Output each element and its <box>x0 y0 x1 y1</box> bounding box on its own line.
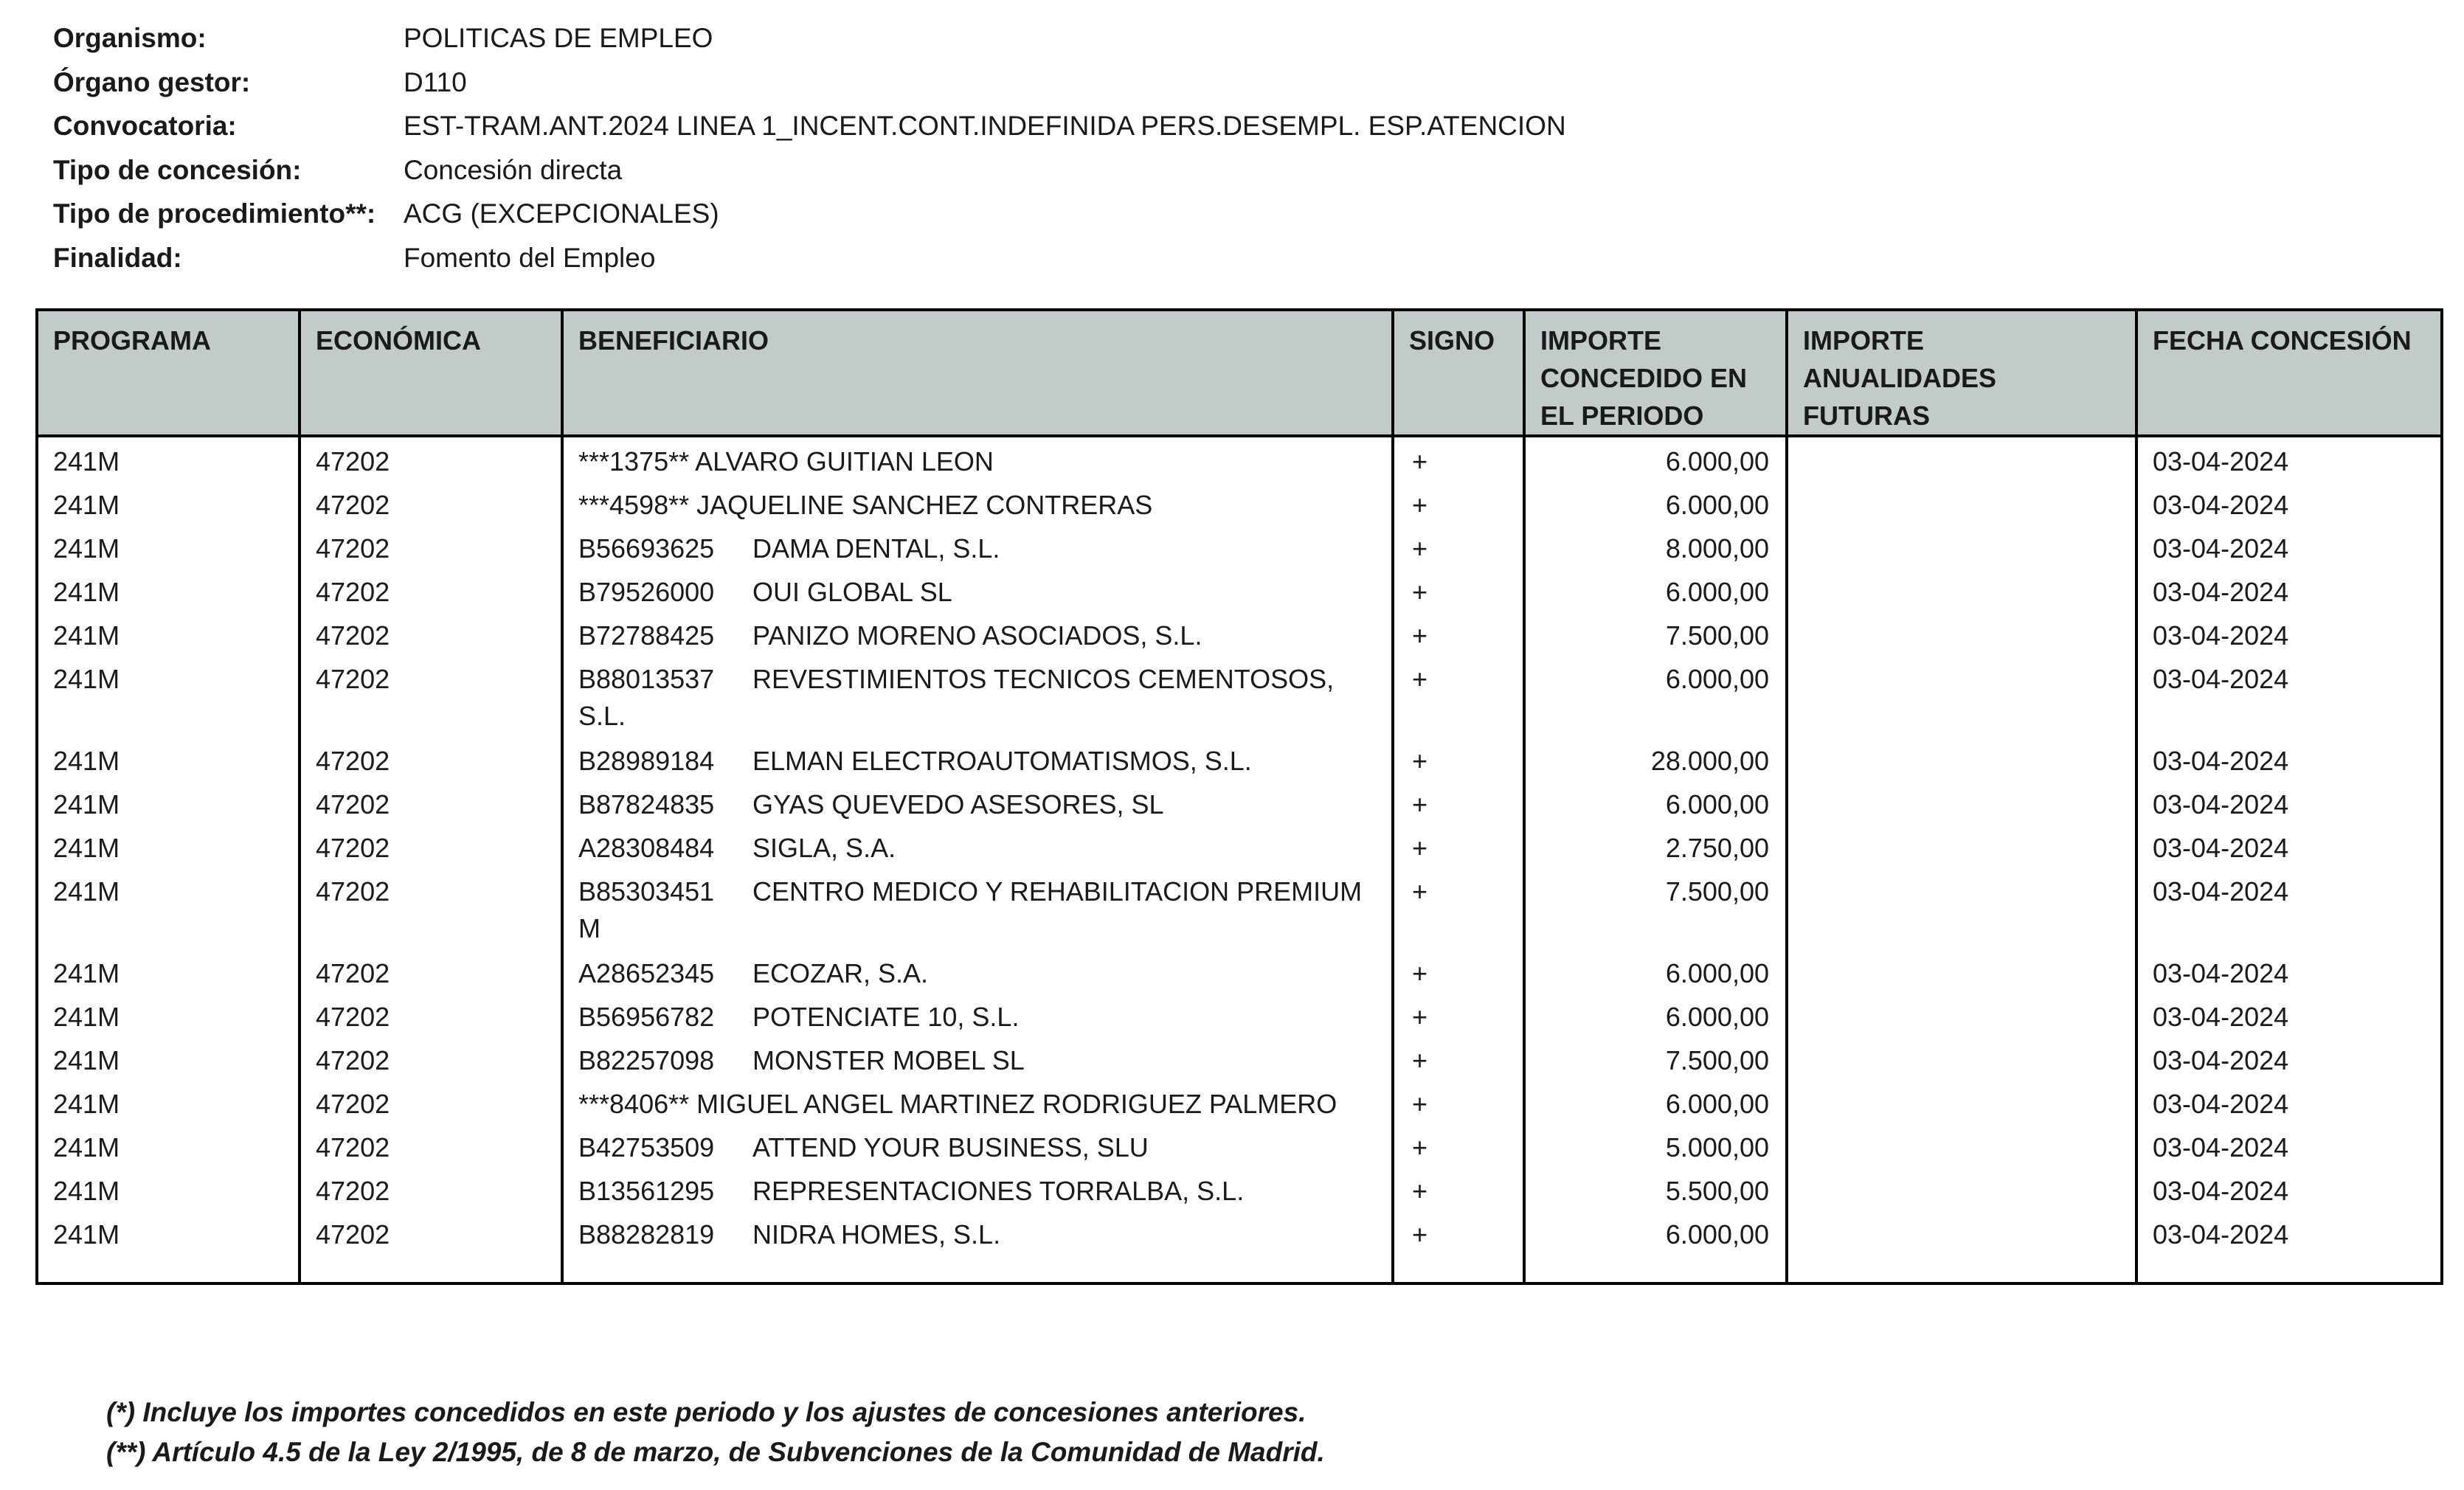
beneficiary-nif: B13561295 <box>578 1176 715 1206</box>
cell-programa: 241M <box>37 993 300 1036</box>
table-row <box>37 737 2442 780</box>
cell-economica: 47202 <box>300 611 562 655</box>
filler-cell <box>300 1254 562 1283</box>
cell-beneficiario <box>562 867 1393 949</box>
cell-programa: 241M <box>37 1123 300 1167</box>
cell-importe: 6.000,00 <box>1524 436 1787 481</box>
table-row <box>37 867 2442 949</box>
cell-importe: 5.000,00 <box>1524 1123 1787 1167</box>
cell-anualidades <box>1787 737 2136 780</box>
field-organismo <box>53 16 1566 60</box>
table-row <box>37 611 2442 655</box>
cell-fecha: 03-04-2024 <box>2136 780 2442 824</box>
table-row <box>37 436 2442 481</box>
beneficiary-name: ATTEND YOUR BUSINESS, SLU <box>752 1132 1149 1162</box>
cell-anualidades <box>1787 568 2136 611</box>
cell-fecha: 03-04-2024 <box>2136 993 2442 1036</box>
beneficiary-name: MONSTER MOBEL SL <box>752 1045 1025 1075</box>
cell-fecha: 03-04-2024 <box>2136 1036 2442 1080</box>
beneficiary-nif: B82257098 <box>578 1045 715 1075</box>
column-header-signo: SIGNO <box>1393 310 1524 436</box>
table-header-row <box>37 310 2442 436</box>
cell-anualidades <box>1787 436 2136 481</box>
filler-cell <box>1393 1254 1524 1283</box>
cell-importe: 6.000,00 <box>1524 780 1787 824</box>
table-row <box>37 993 2442 1036</box>
beneficiary-name: ***1375** ALVARO GUITIAN LEON <box>578 446 994 477</box>
cell-beneficiario <box>562 949 1393 993</box>
cell-signo: + <box>1393 1080 1524 1123</box>
beneficiary-nif: B88013537 <box>578 664 715 694</box>
beneficiary-name: REVESTIMIENTOS TECNICOS CEMENTOSOS, S.L. <box>578 664 1335 731</box>
cell-signo: + <box>1393 824 1524 867</box>
cell-economica: 47202 <box>300 524 562 568</box>
cell-importe: 7.500,00 <box>1524 867 1787 949</box>
column-header-anualidades: IMPORTE ANUALIDADES FUTURAS <box>1787 310 2136 436</box>
cell-signo: + <box>1393 655 1524 737</box>
cell-beneficiario <box>562 1210 1393 1254</box>
field-label: Convocatoria: <box>53 111 237 141</box>
field-label: Tipo de procedimiento**: <box>53 198 376 229</box>
cell-economica: 47202 <box>300 1080 562 1123</box>
cell-programa: 241M <box>37 611 300 655</box>
filler-cell <box>562 1254 1393 1283</box>
column-header-importe: IMPORTE CONCEDIDO EN EL PERIODO <box>1524 310 1787 436</box>
cell-fecha: 03-04-2024 <box>2136 611 2442 655</box>
cell-economica: 47202 <box>300 655 562 737</box>
cell-programa: 241M <box>37 1080 300 1123</box>
cell-programa: 241M <box>37 436 300 481</box>
cell-signo: + <box>1393 993 1524 1036</box>
table-row <box>37 780 2442 824</box>
cell-fecha: 03-04-2024 <box>2136 1210 2442 1254</box>
cell-beneficiario <box>562 1123 1393 1167</box>
beneficiary-nif: B88282819 <box>578 1219 715 1250</box>
beneficiary-nif: B79526000 <box>578 577 715 607</box>
cell-signo: + <box>1393 1036 1524 1080</box>
header-fields <box>53 16 1566 280</box>
cell-importe: 6.000,00 <box>1524 568 1787 611</box>
field-value: Concesión directa <box>404 154 623 185</box>
cell-signo: + <box>1393 481 1524 524</box>
cell-importe: 28.000,00 <box>1524 737 1787 780</box>
cell-programa: 241M <box>37 737 300 780</box>
field-value: POLITICAS DE EMPLEO <box>404 23 713 53</box>
cell-economica: 47202 <box>300 436 562 481</box>
cell-fecha: 03-04-2024 <box>2136 949 2442 993</box>
cell-beneficiario <box>562 1036 1393 1080</box>
cell-anualidades <box>1787 1080 2136 1123</box>
cell-signo: + <box>1393 1123 1524 1167</box>
beneficiary-nif: B72788425 <box>578 620 715 651</box>
cell-economica: 47202 <box>300 1167 562 1210</box>
cell-economica: 47202 <box>300 1123 562 1167</box>
cell-fecha: 03-04-2024 <box>2136 524 2442 568</box>
cell-programa: 241M <box>37 1167 300 1210</box>
field-label: Organismo: <box>53 23 207 53</box>
column-header-economica: ECONÓMICA <box>300 310 562 436</box>
cell-signo: + <box>1393 611 1524 655</box>
cell-anualidades <box>1787 780 2136 824</box>
cell-fecha: 03-04-2024 <box>2136 655 2442 737</box>
cell-programa: 241M <box>37 524 300 568</box>
cell-programa: 241M <box>37 568 300 611</box>
cell-fecha: 03-04-2024 <box>2136 436 2442 481</box>
table-row <box>37 949 2442 993</box>
cell-economica: 47202 <box>300 993 562 1036</box>
cell-importe: 6.000,00 <box>1524 655 1787 737</box>
table-row <box>37 1210 2442 1254</box>
cell-beneficiario <box>562 436 1393 481</box>
cell-importe: 2.750,00 <box>1524 824 1787 867</box>
beneficiary-name: NIDRA HOMES, S.L. <box>752 1219 1001 1250</box>
cell-signo: + <box>1393 1167 1524 1210</box>
beneficiary-name: DAMA DENTAL, S.L. <box>752 533 1000 564</box>
cell-signo: + <box>1393 436 1524 481</box>
cell-anualidades <box>1787 949 2136 993</box>
cell-beneficiario <box>562 1080 1393 1123</box>
filler-cell <box>2136 1254 2442 1283</box>
cell-anualidades <box>1787 481 2136 524</box>
beneficiary-nif: B85303451 <box>578 876 715 907</box>
filler-cell <box>37 1254 300 1283</box>
field-tipo-procedimiento <box>53 192 1566 236</box>
table-row <box>37 568 2442 611</box>
table-row <box>37 1123 2442 1167</box>
beneficiary-nif: B56956782 <box>578 1002 715 1032</box>
cell-fecha: 03-04-2024 <box>2136 867 2442 949</box>
beneficiary-name: REPRESENTACIONES TORRALBA, S.L. <box>752 1176 1245 1206</box>
field-convocatoria <box>53 104 1566 148</box>
cell-economica: 47202 <box>300 481 562 524</box>
table-row <box>37 1036 2442 1080</box>
beneficiary-nif: A28652345 <box>578 958 715 988</box>
cell-economica: 47202 <box>300 1210 562 1254</box>
table-row <box>37 524 2442 568</box>
cell-signo: + <box>1393 568 1524 611</box>
beneficiary-name: SIGLA, S.A. <box>752 833 896 863</box>
table-row <box>37 824 2442 867</box>
cell-programa: 241M <box>37 824 300 867</box>
cell-signo: + <box>1393 1210 1524 1254</box>
column-header-beneficiario: BENEFICIARIO <box>562 310 1393 436</box>
cell-economica: 47202 <box>300 949 562 993</box>
table-filler-row <box>37 1254 2442 1283</box>
cell-beneficiario <box>562 993 1393 1036</box>
cell-anualidades <box>1787 824 2136 867</box>
cell-economica: 47202 <box>300 1036 562 1080</box>
cell-economica: 47202 <box>300 737 562 780</box>
cell-importe: 6.000,00 <box>1524 949 1787 993</box>
field-organo-gestor <box>53 60 1566 105</box>
cell-signo: + <box>1393 949 1524 993</box>
cell-beneficiario <box>562 611 1393 655</box>
cell-anualidades <box>1787 867 2136 949</box>
cell-signo: + <box>1393 737 1524 780</box>
beneficiary-name: ELMAN ELECTROAUTOMATISMOS, S.L. <box>752 746 1252 776</box>
column-header-fecha: FECHA CONCESIÓN <box>2136 310 2442 436</box>
cell-anualidades <box>1787 1123 2136 1167</box>
cell-beneficiario <box>562 780 1393 824</box>
cell-programa: 241M <box>37 780 300 824</box>
cell-beneficiario <box>562 655 1393 737</box>
cell-importe: 6.000,00 <box>1524 1210 1787 1254</box>
beneficiary-nif: B56693625 <box>578 533 715 564</box>
beneficiary-nif: A28308484 <box>578 833 715 863</box>
cell-fecha: 03-04-2024 <box>2136 737 2442 780</box>
beneficiary-nif: B87824835 <box>578 789 715 820</box>
cell-fecha: 03-04-2024 <box>2136 1123 2442 1167</box>
table-row <box>37 481 2442 524</box>
footnotes <box>106 1393 1325 1472</box>
table-row <box>37 1080 2442 1123</box>
cell-importe: 6.000,00 <box>1524 481 1787 524</box>
cell-anualidades <box>1787 1210 2136 1254</box>
footnote-importes: (*) Incluye los importes concedidos en este periodo y los ajustes de concesiones anteriores. <box>106 1397 1307 1427</box>
field-label: Tipo de concesión: <box>53 154 302 185</box>
beneficiary-name: ***4598** JAQUELINE SANCHEZ CONTRERAS <box>578 490 1153 520</box>
cell-programa: 241M <box>37 1210 300 1254</box>
field-value: ACG (EXCEPCIONALES) <box>404 198 719 229</box>
field-value: D110 <box>404 66 467 97</box>
cell-importe: 6.000,00 <box>1524 1080 1787 1123</box>
cell-programa: 241M <box>37 481 300 524</box>
filler-cell <box>1787 1254 2136 1283</box>
field-value: EST-TRAM.ANT.2024 LINEA 1_INCENT.CONT.INDEFINIDA PERS.DESEMPL. ESP.ATENCION <box>404 111 1566 141</box>
cell-beneficiario <box>562 1167 1393 1210</box>
cell-beneficiario <box>562 481 1393 524</box>
cell-importe: 7.500,00 <box>1524 611 1787 655</box>
grants-table <box>35 308 2443 1285</box>
cell-anualidades <box>1787 611 2136 655</box>
cell-anualidades <box>1787 1167 2136 1210</box>
beneficiary-name: CENTRO MEDICO Y REHABILITACION PREMIUM M <box>578 876 1363 943</box>
cell-beneficiario <box>562 524 1393 568</box>
beneficiary-name: ***8406** MIGUEL ANGEL MARTINEZ RODRIGUEZ PALMERO <box>578 1089 1337 1119</box>
field-label: Finalidad: <box>53 242 182 273</box>
beneficiary-name: POTENCIATE 10, S.L. <box>752 1002 1020 1032</box>
footnote-ley: (**) Artículo 4.5 de la Ley 2/1995, de 8 de marzo, de Subvenciones de la Comunidad de Madrid. <box>106 1437 1325 1467</box>
cell-economica: 47202 <box>300 867 562 949</box>
cell-programa: 241M <box>37 1036 300 1080</box>
cell-economica: 47202 <box>300 780 562 824</box>
cell-anualidades <box>1787 1036 2136 1080</box>
cell-fecha: 03-04-2024 <box>2136 481 2442 524</box>
cell-signo: + <box>1393 867 1524 949</box>
cell-fecha: 03-04-2024 <box>2136 1167 2442 1210</box>
cell-programa: 241M <box>37 949 300 993</box>
cell-importe: 5.500,00 <box>1524 1167 1787 1210</box>
cell-fecha: 03-04-2024 <box>2136 1080 2442 1123</box>
cell-importe: 7.500,00 <box>1524 1036 1787 1080</box>
cell-fecha: 03-04-2024 <box>2136 824 2442 867</box>
cell-beneficiario <box>562 568 1393 611</box>
cell-anualidades <box>1787 655 2136 737</box>
cell-anualidades <box>1787 524 2136 568</box>
cell-importe: 8.000,00 <box>1524 524 1787 568</box>
filler-cell <box>1524 1254 1787 1283</box>
table-row <box>37 655 2442 737</box>
beneficiary-nif: B42753509 <box>578 1132 715 1162</box>
field-tipo-concesion <box>53 148 1566 193</box>
cell-economica: 47202 <box>300 568 562 611</box>
table-body <box>37 436 2442 1283</box>
beneficiary-nif: B28989184 <box>578 746 715 776</box>
beneficiary-name: PANIZO MORENO ASOCIADOS, S.L. <box>752 620 1202 651</box>
column-header-programa: PROGRAMA <box>37 310 300 436</box>
cell-programa: 241M <box>37 867 300 949</box>
cell-beneficiario <box>562 824 1393 867</box>
field-value: Fomento del Empleo <box>404 242 656 273</box>
cell-signo: + <box>1393 524 1524 568</box>
cell-beneficiario <box>562 737 1393 780</box>
cell-programa: 241M <box>37 655 300 737</box>
field-label: Órgano gestor: <box>53 66 251 97</box>
table-row <box>37 1167 2442 1210</box>
field-finalidad <box>53 236 1566 280</box>
cell-signo: + <box>1393 780 1524 824</box>
cell-anualidades <box>1787 993 2136 1036</box>
cell-fecha: 03-04-2024 <box>2136 568 2442 611</box>
cell-importe: 6.000,00 <box>1524 993 1787 1036</box>
beneficiary-name: GYAS QUEVEDO ASESORES, SL <box>752 789 1164 820</box>
cell-economica: 47202 <box>300 824 562 867</box>
beneficiary-name: OUI GLOBAL SL <box>752 577 952 607</box>
beneficiary-name: ECOZAR, S.A. <box>752 958 929 988</box>
